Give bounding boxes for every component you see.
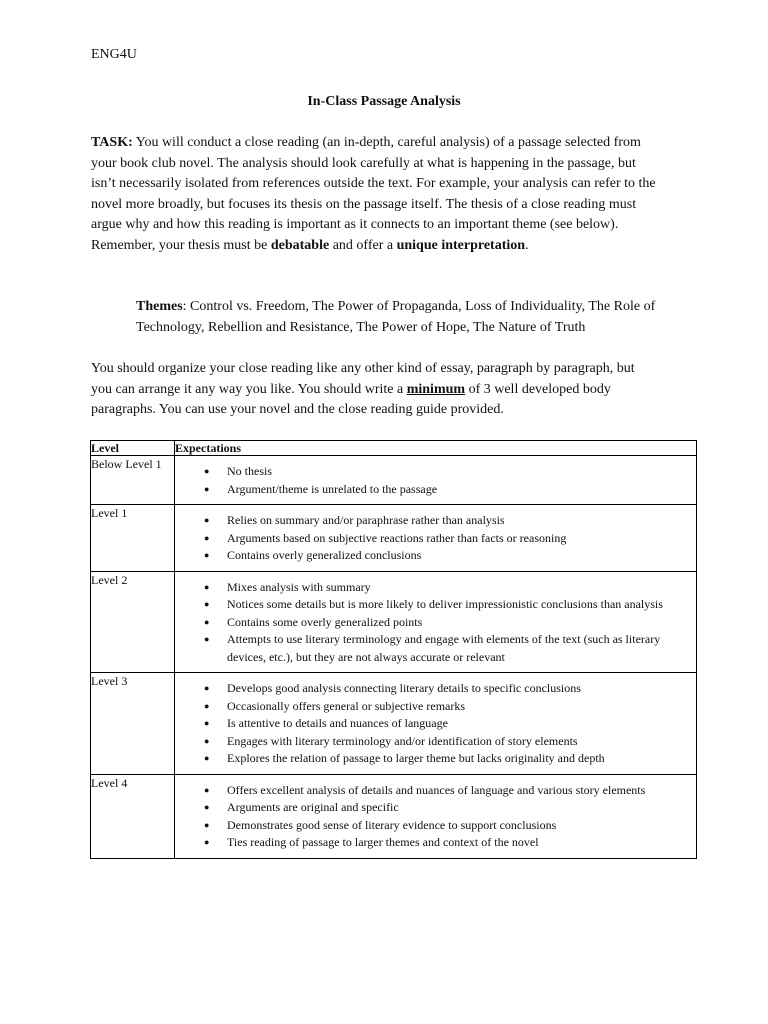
table-row — [91, 673, 697, 775]
course-code: ENG4U — [91, 47, 137, 62]
table-row — [91, 505, 697, 572]
list-item: ● Develops good analysis connecting literary details to specific conclusions — [204, 680, 690, 698]
rubric-expectations-cell — [175, 673, 697, 775]
task-paragraph — [91, 133, 656, 257]
list-item: ● Contains some overly generalized points — [204, 614, 690, 632]
list-item: ● Contains overly generalized conclusions — [204, 547, 690, 565]
rubric-level-cell: Level 1 — [91, 505, 175, 572]
list-item: ● Attempts to use literary terminology and engage with elements of the text (such as literary devices, etc.), but they are not always accurate or relevant — [204, 631, 690, 666]
themes-paragraph — [136, 297, 676, 338]
list-item: ● Arguments based on subjective reactions rather than facts or reasoning — [204, 530, 690, 548]
organize-text-2: of 3 well developed body paragraphs. You can use your novel and the close reading guide provided. — [91, 381, 611, 418]
task-text-2: and offer a — [329, 237, 397, 253]
expectations-list — [175, 456, 696, 504]
organize-text-1: You should organize your close reading like any other kind of essay, paragraph by paragraph, but you can arrange it any way you like. You should write a — [91, 361, 635, 397]
rubric-level-cell: Level 2 — [91, 571, 175, 673]
rubric-table — [90, 440, 697, 859]
rubric-expectations-cell — [175, 505, 697, 572]
expectations-list — [175, 775, 696, 858]
task-unique: unique interpretation — [396, 237, 526, 253]
rubric-expectations-cell — [175, 774, 697, 858]
list-item: ● Engages with literary terminology and/or identification of story elements — [204, 733, 690, 751]
list-item: ● Is attentive to details and nuances of language — [204, 715, 690, 733]
rubric-body — [91, 456, 697, 859]
rubric-level-cell: Level 4 — [91, 774, 175, 858]
list-item: ● Arguments are original and specific — [204, 799, 690, 817]
list-item: ● Mixes analysis with summary — [204, 579, 690, 597]
themes-label: Themes — [136, 299, 183, 314]
list-item: ● Notices some details but is more likely to deliver impressionistic conclusions than analysis — [204, 596, 690, 614]
organize-minimum: minimum — [406, 381, 466, 397]
rubric-header-level: Level — [91, 441, 175, 456]
list-item: ● Occasionally offers general or subjective remarks — [204, 698, 690, 716]
organize-paragraph — [91, 359, 656, 421]
task-label: TASK: — [91, 135, 133, 150]
page-title: In-Class Passage Analysis — [307, 94, 461, 109]
table-row — [91, 456, 697, 505]
table-row — [91, 571, 697, 673]
list-item: ● Relies on summary and/or paraphrase rather than analysis — [204, 512, 690, 530]
expectations-list — [175, 572, 696, 673]
list-item: ● Explores the relation of passage to larger theme but lacks originality and depth — [204, 750, 690, 768]
task-debatable: debatable — [270, 237, 330, 253]
list-item: ● Demonstrates good sense of literary evidence to support conclusions — [204, 817, 690, 835]
list-item: ● No thesis — [204, 463, 690, 481]
rubric-header-expectations: Expectations — [175, 441, 697, 456]
rubric-header-row — [91, 441, 697, 456]
rubric-level-cell: Below Level 1 — [91, 456, 175, 505]
table-row — [91, 774, 697, 858]
list-item: ● Offers excellent analysis of details and nuances of language and various story elements — [204, 782, 690, 800]
task-text-3: . — [525, 237, 529, 253]
rubric-expectations-cell — [175, 571, 697, 673]
themes-text: : Control vs. Freedom, The Power of Propaganda, Loss of Individuality, The Role of Technology, Rebellion and Resistance, The Power of Hope, The Nature of Truth — [136, 299, 656, 335]
expectations-list — [175, 505, 696, 571]
list-item: ● Argument/theme is unrelated to the passage — [204, 481, 690, 499]
task-text-1: You will conduct a close reading (an in-depth, careful analysis) of a passage selected from your book club novel. The analysis should look carefully at what is happening in the passage, but isn’t necessarily isolated from references outside the text. For example, your analysis can refer to the novel more broadly, but focuses its thesis on the passage itself. The thesis of a close reading must argue why and how this reading is important as it connects to an important theme (see below). Remember, your thesis must be — [91, 135, 656, 253]
rubric-level-cell: Level 3 — [91, 673, 175, 775]
rubric-expectations-cell — [175, 456, 697, 505]
expectations-list — [175, 673, 696, 774]
list-item: ● Ties reading of passage to larger themes and context of the novel — [204, 834, 690, 852]
